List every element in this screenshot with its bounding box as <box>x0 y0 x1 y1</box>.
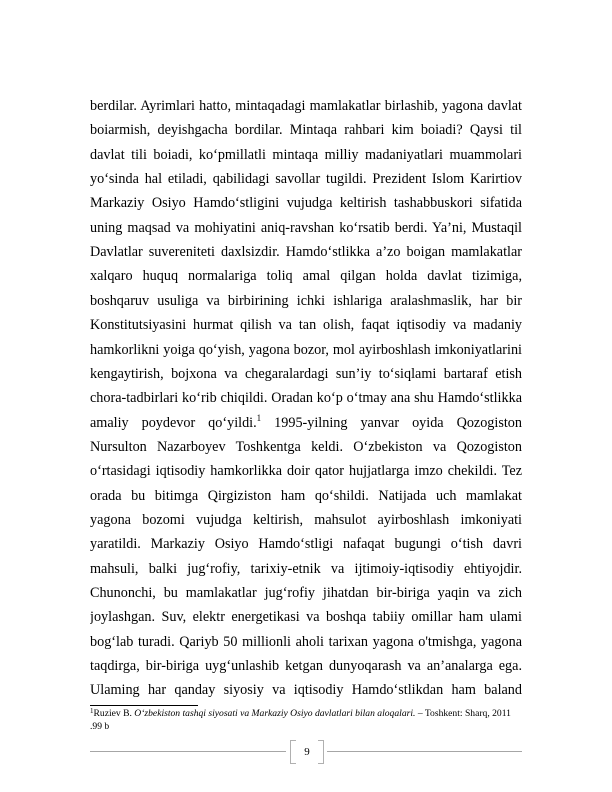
body-line: mahsuli, balki jug‘rofiy, tarixiy-etnik va ijtimoiy-iqtisodiy ehtiyojdir. <box>90 560 522 577</box>
body-line: uning maqsad va mohiyatini aniq-ravshan ko‘rsatib berdi. Ya’ni, Mustaqil <box>90 219 522 236</box>
body-line: taqdirga, bir-biriga uyg‘unlashib ketgan dunyoqarash va an’analarga ega. <box>90 658 522 675</box>
body-line: orada bu bitimga Qirgiziston ham qo‘shildi. Natijada uch mamlakat <box>90 487 522 504</box>
body-line: boshqaruv usuliga va birbirining ichki ishlariga aralashmaslik, har bir <box>90 292 522 309</box>
body-line: yagona bozomi vujudga keltirish, mahsulot ayirboshlash imkoniyati <box>90 511 522 528</box>
body-line: bog‘lab turadi. Qariyb 50 millionli aholi tarixan yagona o'tmishga, yagona <box>90 633 522 650</box>
page-number <box>288 740 326 764</box>
footnote-reference[interactable]: 1 <box>256 412 262 423</box>
body-line: Nursulton Nazarboyev Toshkentga keldi. O‘zbekiston va Qozogiston <box>90 438 522 455</box>
body-text: 1995-yilning yanvar oyida Qozogiston <box>274 414 522 431</box>
body-line: Markaziy Osiyo Hamdo‘stligini vujudga keltirish tashabbuskori sifatida <box>90 195 522 212</box>
body-line-with-footnote-ref <box>90 411 522 435</box>
body-text: amaliy poydevor qo‘yildi. <box>90 414 257 431</box>
body-line: chora-tadbirlari ko‘rib chiqildi. Oradan ko‘p o‘tmay ana shu Hamdo‘stlikka <box>90 390 522 407</box>
footnote-publisher: – Toshkent: Sharq, 2011 .99 b <box>90 708 511 732</box>
bracket-right <box>318 740 324 764</box>
body-line: hamkorlikni yoiga qo‘yish, yagona bozor, mol ayirboshlash imkoniyatlarini <box>90 341 522 358</box>
footnote-number: 1 <box>90 707 94 715</box>
body-line: Ulaming har qanday siyosiy va iqtisodiy Hamdo‘stlikdan ham baland <box>90 682 522 699</box>
body-line: kengaytirish, bojxona va chegaralardagi sun’iy to‘siqlami bartaraf etish <box>90 365 522 382</box>
footnote <box>90 707 522 733</box>
body-line: davlat tili boiadi, ko‘pmillatli mintaqa milliy madaniyatlari muammolari <box>90 146 522 163</box>
body-line: berdilar. Ayrimlari hatto, mintaqadagi mamlakatlar birlashib, yagona davlat <box>90 98 522 114</box>
body-line: Chunonchi, bu mamlakatlar jug‘rofiy jihatdan bir-biriga yaqin va zich <box>90 585 522 601</box>
footnote-separator <box>90 705 198 706</box>
body-line: boiarmish, deyishgacha bordilar. Mintaqa rahbari kim boiadi? Qaysi til <box>90 122 522 139</box>
footnote-title: O‘zbekiston tashqi siyosati va Markaziy Osiyo davlatlari bilan aloqalari. <box>134 708 416 719</box>
page-number-rule-right <box>327 751 522 752</box>
body-line: joylashgan. Suv, elektr energetikasi va boshqa tabiiy omillar ham ulami <box>90 609 522 626</box>
footnote-author: Ruziev B. <box>93 708 135 719</box>
body-line: xalqaro huquq normalariga toliq amal qilgan holda davlat tizimiga, <box>90 268 522 285</box>
body-line: yaratildi. Markaziy Osiyo Hamdo‘stligi nafaqat bugungi o‘tish davri <box>90 536 522 553</box>
body-line: Davlatlar suvereniteti daxlsizdir. Hamdo‘stlikka a’zo boigan mamlakatlar <box>90 244 522 261</box>
body-line: yo‘sinda hal etiladi, qabilidagi savollar tugildi. Prezident Islom Karirtiov <box>90 171 522 188</box>
body-line: o‘rtasidagi iqtisodiy hamkorlikka doir qator hujjatlarga imzo chekildi. Tez <box>90 463 522 480</box>
page-number-text: 9 <box>304 746 310 758</box>
body-line: Konstitutsiyasini hurmat qilish va tan olish, faqat iqtisodiy va madaniy <box>90 317 522 334</box>
page-number-rule-left <box>90 751 286 752</box>
bracket-left <box>290 740 296 764</box>
